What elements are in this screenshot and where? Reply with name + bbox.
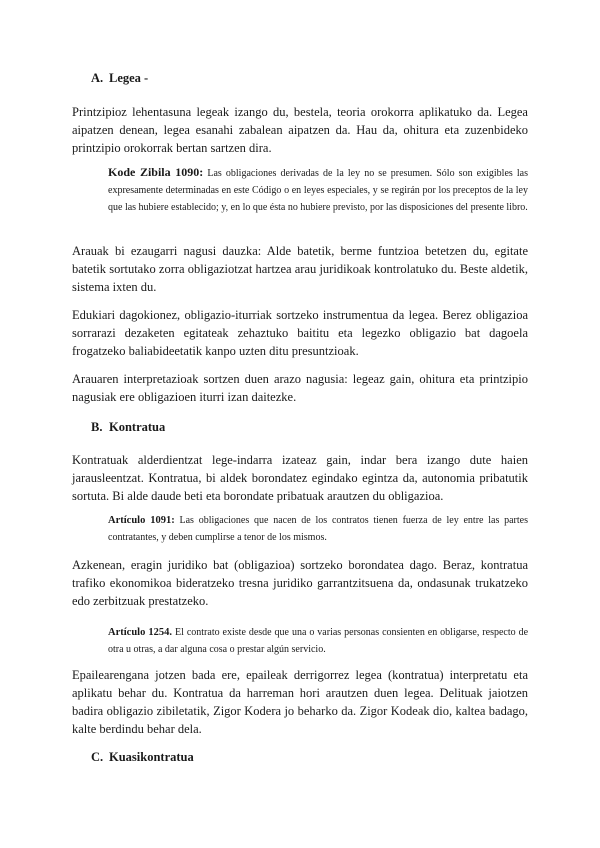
section-b-quote-1-text: Las obligaciones que nacen de los contratos tienen fuerza de ley entre las partes contratantes, y deben cumplirse a tenor de los mismos.: [108, 515, 528, 543]
section-b-paragraph-3: Epailearengana jotzen bada ere, epaileak derrigorrez legea (kontratua) interpretatu eta aplikatu behar du. Kontratua da harreman hori arautzen duen legea. Delituak jaiotzen badira obligazio zibiletatik, Zigor Kodera jo beharko da. Zigor Kodeak dio, kaltea badago, kalte berdindu behar dela.: [72, 668, 528, 736]
section-a-paragraph-2: Arauak bi ezaugarri nagusi dauzka: Alde batetik, berme funtzioa betetzen du, egitate batetik sortutako zorra obligaziotzat hartzea arau juridikoak kontrolatuko du. Beste aldetik, sistema ixten du.: [72, 244, 528, 294]
section-b-letter: B.: [91, 420, 103, 434]
section-a-heading: [91, 71, 148, 86]
section-b-quote-2-text: El contrato existe desde que una o varias personas consienten en obligarse, respecto de otra u otras, a dar alguna cosa o prestar algún servicio.: [108, 627, 529, 655]
section-a-quote-text: Las obligaciones derivadas de la ley no se presumen. Sólo son exigibles las expresamente determinadas en este Código o en leyes especiales, y se regirán por los preceptos de la ley que las hubiere establecido; y, en lo que ésta no hubiere previsto, por las disposiciones del presente libro.: [108, 168, 529, 213]
section-c-letter: C.: [91, 750, 104, 764]
section-a-quote: [108, 164, 528, 216]
section-a-title: Legea -: [109, 71, 149, 85]
section-a-paragraph-1: Printzipioz lehentasuna legeak izango du, bestela, teoria orokorra aplikatuko da. Legea aipatzen denean, legea esanahi zabalean aipatzen da. Hau da, ohitura eta zuzenbideko printzipio orokorrak bertan sartzen dira.: [72, 105, 528, 155]
section-c-heading: [91, 750, 194, 765]
section-a-paragraph-4: Arauaren interpretazioak sortzen duen arazo nagusia: legeaz gain, ohitura eta printzipio nagusiak ere obligazioen iturri izan daitezke.: [72, 372, 528, 404]
section-b-quote-1: [108, 512, 528, 546]
section-b-quote-1-ref: Artículo 1091:: [108, 515, 175, 526]
section-b-paragraph-1: Kontratuak alderdientzat lege-indarra izateaz gain, indar bera izango dute haien jarausleentzat. Kontratua, bi aldek borondatez egindako egintza da, autonomia pribatutik sortuta. Bi alde daude beti eta borondate pribatuak arautzen du obligazioa.: [72, 453, 528, 503]
section-b-quote-2-ref: Artículo 1254.: [108, 627, 173, 638]
section-b-quote-2: [108, 624, 528, 658]
section-b-title: Kontratua: [109, 420, 166, 434]
section-b-paragraph-2: Azkenean, eragin juridiko bat (obligazioa) sortzeko borondatea dago. Beraz, kontratua trafiko ekonomikoa bideratzeko tresna juridiko garrantzitsuena da, ondasunak trukatzeko edo zerbitzuak prestatzeko.: [72, 558, 528, 608]
section-a-paragraph-3: Edukiari dagokionez, obligazio-iturriak sortzeko instrumentua da legea. Berez obligazioa sorrarazi dezaketen egitateak zehaztuko baititu eta legezko obligazio bat dagoela frogatzeko baliabideetatik kanpo uzten ditu presuntzioak.: [72, 308, 528, 358]
section-b-heading: [91, 420, 165, 435]
section-c-title: Kuasikontratua: [109, 750, 194, 764]
section-a-letter: A.: [91, 71, 104, 85]
section-a-quote-ref: Kode Zibila 1090:: [108, 165, 204, 179]
